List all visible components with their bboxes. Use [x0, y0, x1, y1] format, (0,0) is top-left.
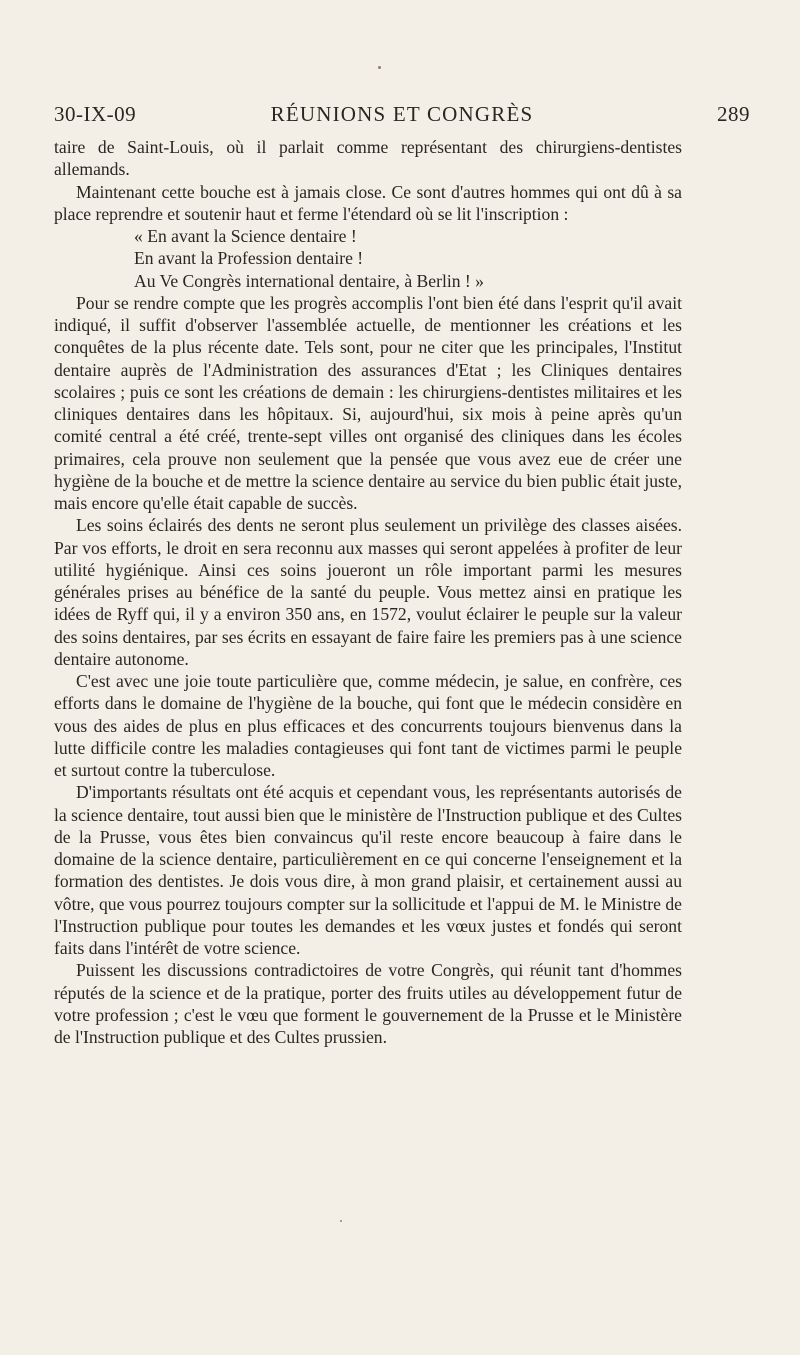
- header-date: 30-IX-09: [54, 102, 137, 126]
- header-section-title: RÉUNIONS ET CONGRÈS: [270, 102, 534, 126]
- running-head: [54, 98, 750, 130]
- paragraph-1: Maintenant cette bouche est à jamais close. Ce sont d'autres hommes qui ont dû à sa place reprendre et soutenir haut et ferme l'étendard où se lit l'inscription :: [54, 181, 682, 224]
- quote-line-2: En avant la Profession dentaire !: [134, 248, 364, 269]
- quote-line-3: Au Ve Congrès international dentaire, à Berlin ! »: [134, 270, 484, 291]
- body-text: [54, 136, 682, 1048]
- paragraph-3: Les soins éclairés des dents ne seront plus seulement un privilège des classes aisées. Par vos efforts, le droit en sera reconnu aux masses qui seront appelées à profiter de leur utilité hygiénique. Ainsi ces soins joueront un rôle important parmi les mesures générales prises au bénéfice de la santé du peuple. Vous mettez ainsi en pratique les idées de Ryff qui, il y a environ 350 ans, en 1572, voulut éclairer le peuple sur la valeur des soins dentaires, par ses écrits en essayant de faire faire les premiers pas à une science dentaire autonome.: [54, 515, 682, 669]
- paragraph-continuation: taire de Saint-Louis, où il parlait comme représentant des chirurgiens-dentistes allemands.: [54, 137, 682, 180]
- paragraph-5: D'importants résultats ont été acquis et cependant vous, les représentants autorisés de la science dentaire, tout aussi bien que le ministère de l'Instruction publique et des Cultes de la Prusse, vous êtes bien convaincus qu'il reste encore beaucoup à faire dans le domaine de la science dentaire, particulièrement en ce qui concerne l'enseignement et la formation des dentistes. Je dois vous dire, à mon grand plaisir, et certainement aussi au vôtre, que vous pourrez toujours compter sur la sollicitude et l'appui de M. le Ministre de l'Instruction publique pour toutes les demandes et les vœux justes et fondés qui seront faits dans l'intérêt de votre science.: [54, 782, 682, 958]
- paragraph-2: Pour se rendre compte que les progrès accomplis l'ont bien été dans l'esprit qu'il avait indiqué, il suffit d'observer l'assemblée actuelle, de mentionner les créations et les conquêtes de la plus récente date. Tels sont, pour ne citer que les principales, l'Institut dentaire auprès de l'Administration des assurances d'Etat ; les Cliniques dentaires scolaires ; puis ce sont les créations de demain : les chirurgiens-dentistes militaires et les cliniques dentaires dans les hôpitaux. Si, aujourd'hui, six mois à peine après qu'un comité central a été créé, trente-sept villes ont organisé des cliniques dans les écoles primaires, cela prouve non seulement que la pensée que vous avez eue de créer une hygiène de la bouche et de mettre la science dentaire au service du bien public était juste, mais encore qu'elle était capable de succès.: [54, 292, 682, 513]
- paper-speck: [340, 1220, 342, 1222]
- paper-speck: [378, 66, 381, 69]
- quote-line-1: « En avant la Science dentaire !: [134, 226, 357, 246]
- paragraph-4: C'est avec une joie toute particulière que, comme médecin, je salue, en confrère, ces efforts dans le domaine de l'hygiène de la bouche, qui font que le médecin considère en vous des aides de plus en plus efficaces et des concurrents toujours bienvenus dans la lutte difficile contre les maladies contagieuses qui font tant de victimes parmi le peuple et surtout contre la tuberculose.: [54, 671, 682, 780]
- page-number: 289: [717, 102, 750, 126]
- paragraph-6: Puissent les discussions contradictoires de votre Congrès, qui réunit tant d'hommes réputés de la science et de la pratique, porter des fruits utiles au développement futur de votre profession ; c'est le vœu que forment le gouvernement de la Prusse et le Ministère de l'Instruction publique et des Cultes prussien.: [54, 960, 682, 1047]
